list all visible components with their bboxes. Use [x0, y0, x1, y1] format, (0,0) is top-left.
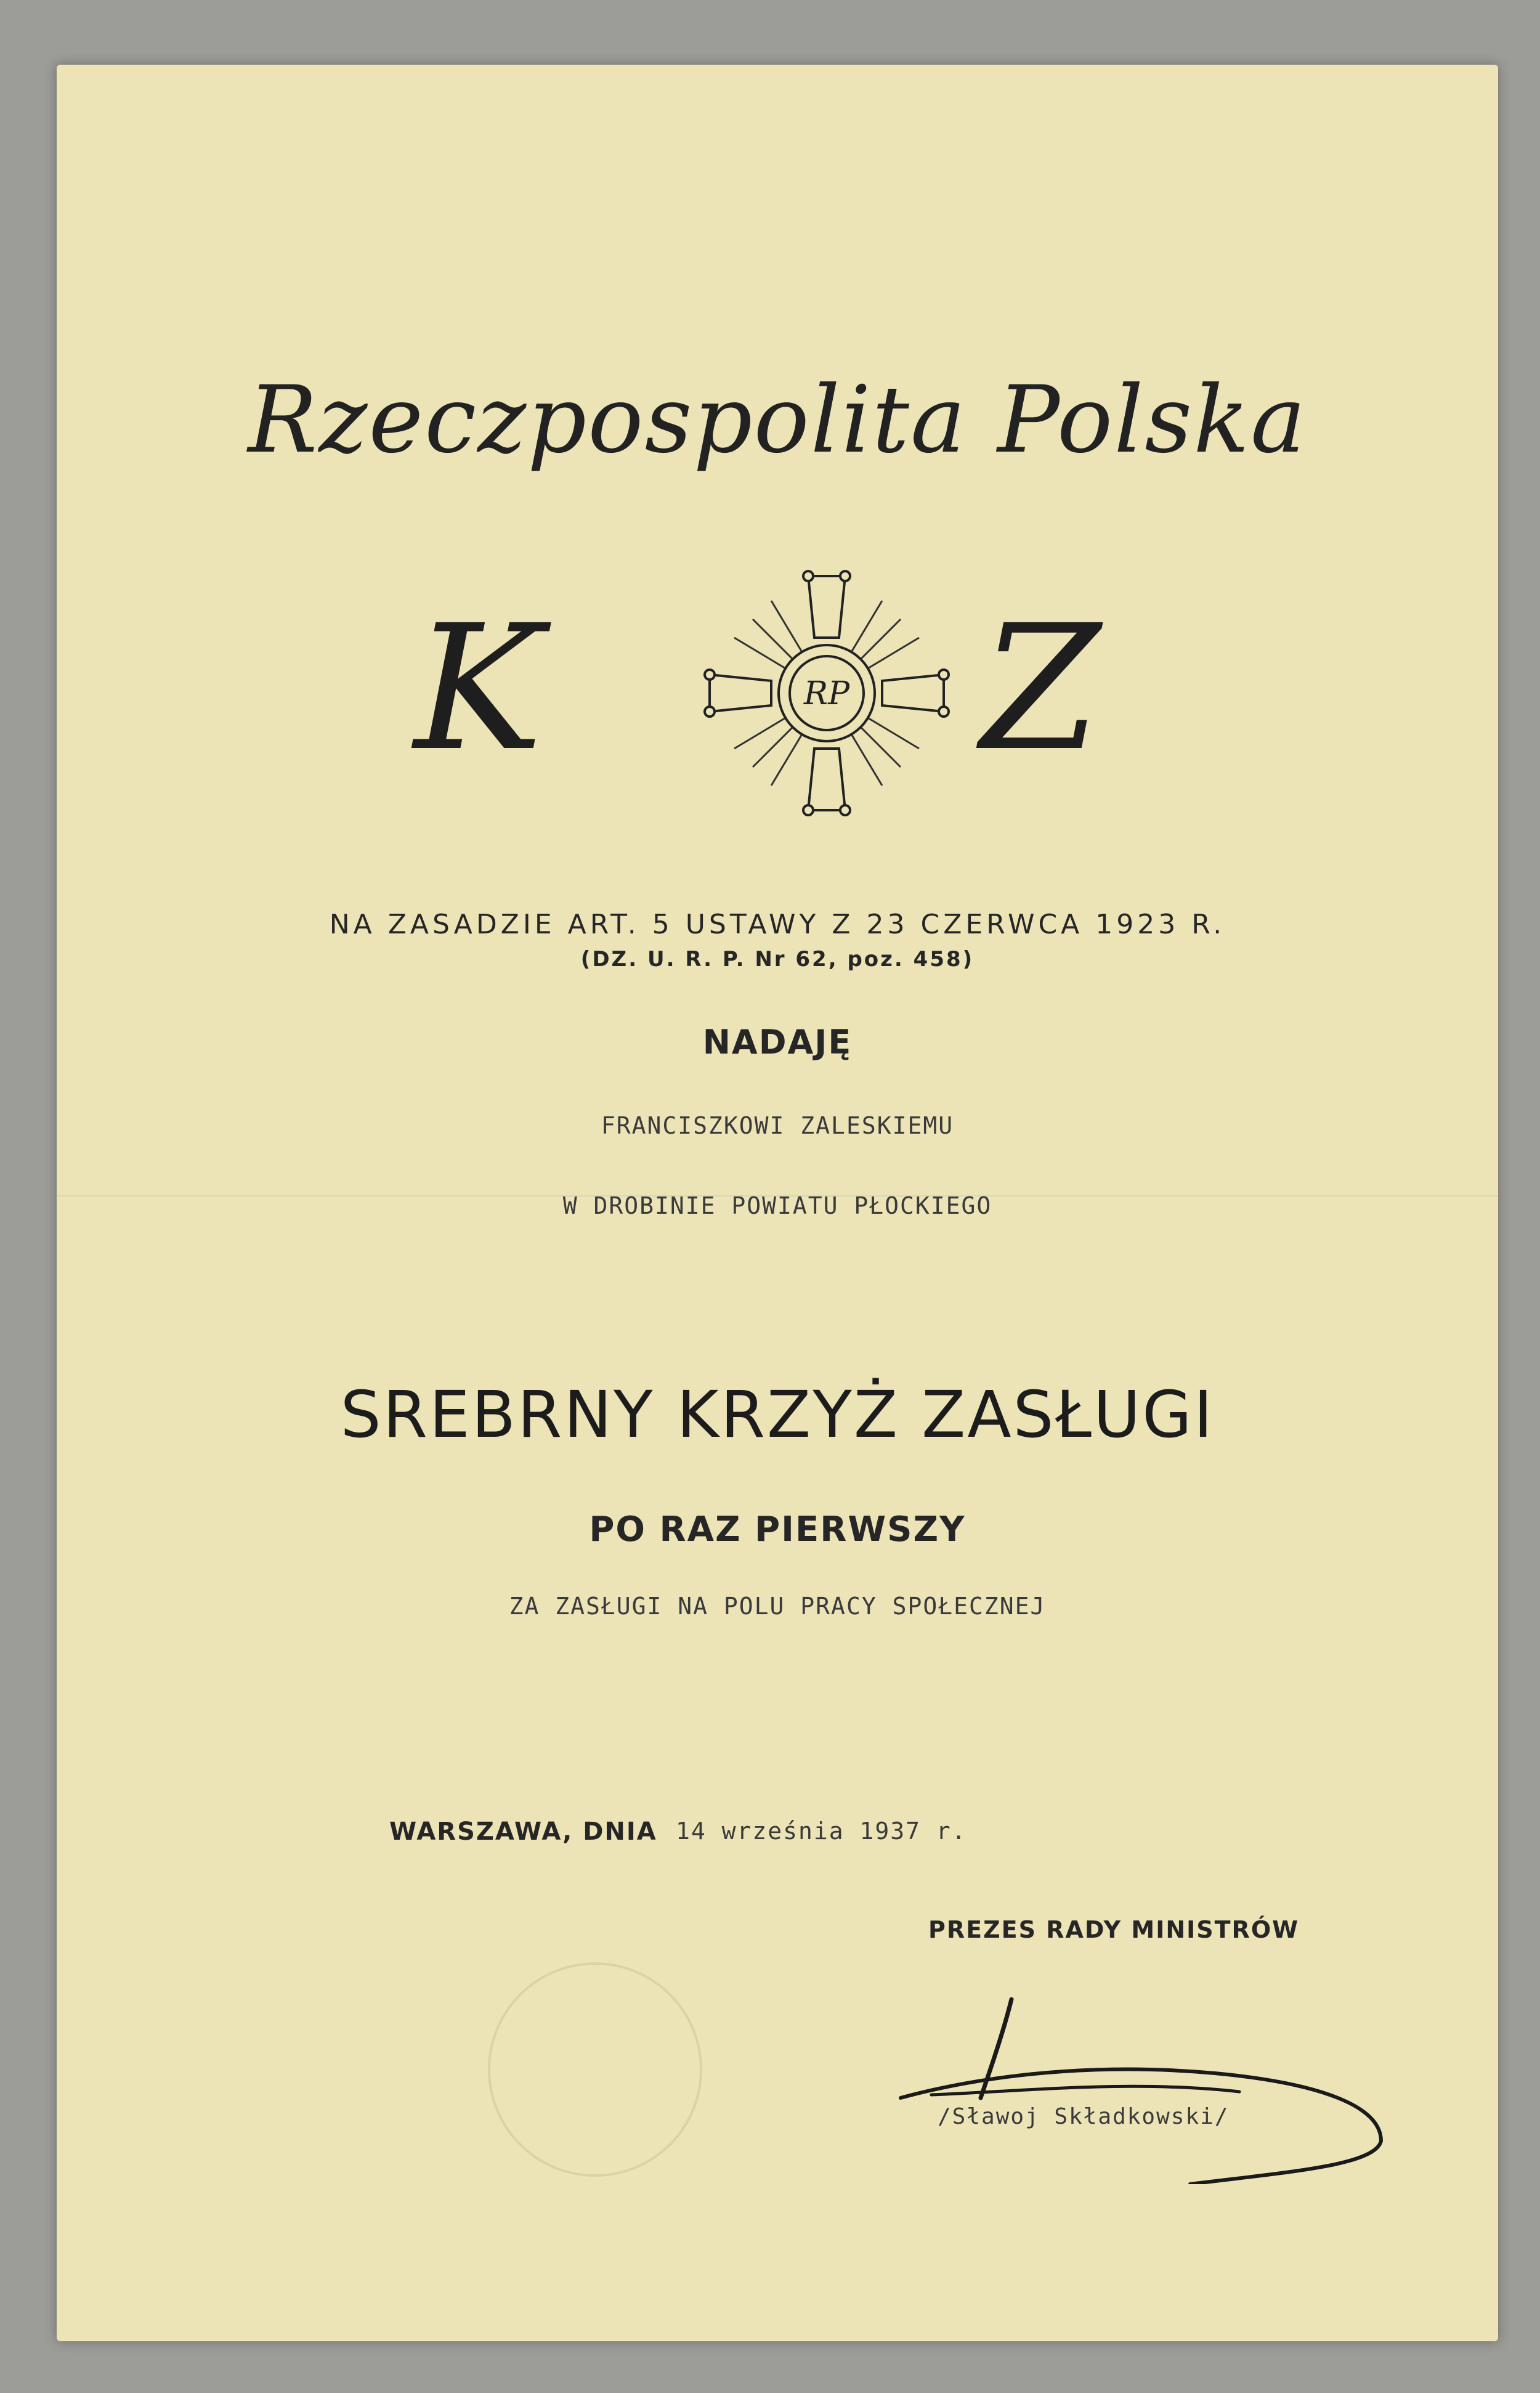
signatory-title: PREZES RADY MINISTRÓW: [928, 1916, 1300, 1943]
cross-of-merit-emblem: [697, 564, 956, 825]
certificate-sheet: [57, 65, 1498, 2341]
handwritten-signature: [894, 1987, 1400, 2187]
grant-heading: NADAJĘ: [702, 1023, 853, 1062]
header-script-title: Rzeczpospolita Polska: [248, 367, 1307, 474]
monogram-k: K: [414, 588, 543, 789]
award-title: SREBRNY KRZYŻ ZASŁUGI: [340, 1377, 1215, 1452]
issue-date: 14 września 1937 r.: [676, 1818, 967, 1845]
recipient-locality: W DROBINIE POWIATU PŁOCKIEGO: [562, 1192, 992, 1219]
recipient-name: FRANCISZKOWI ZALESKIEMU: [601, 1112, 954, 1139]
cross-monogram-rp: RP: [803, 675, 850, 712]
award-class: PO RAZ PIERWSZY: [589, 1509, 966, 1550]
embossed-seal: [488, 1962, 702, 2177]
legal-basis-line-2: (DZ. U. R. P. Nr 62, poz. 458): [580, 947, 975, 972]
legal-basis-line-1: NA ZASADZIE ART. 5 USTAWY Z 23 CZERWCA 1923 R.: [329, 909, 1226, 940]
signatory-name: /Sławoj Składkowski/: [938, 2104, 1230, 2129]
award-reason: ZA ZASŁUGI NA POLU PRACY SPOŁECZNEJ: [509, 1593, 1046, 1620]
place-label: WARSZAWA, DNIA: [389, 1818, 657, 1846]
monogram-z: Z: [981, 588, 1101, 789]
